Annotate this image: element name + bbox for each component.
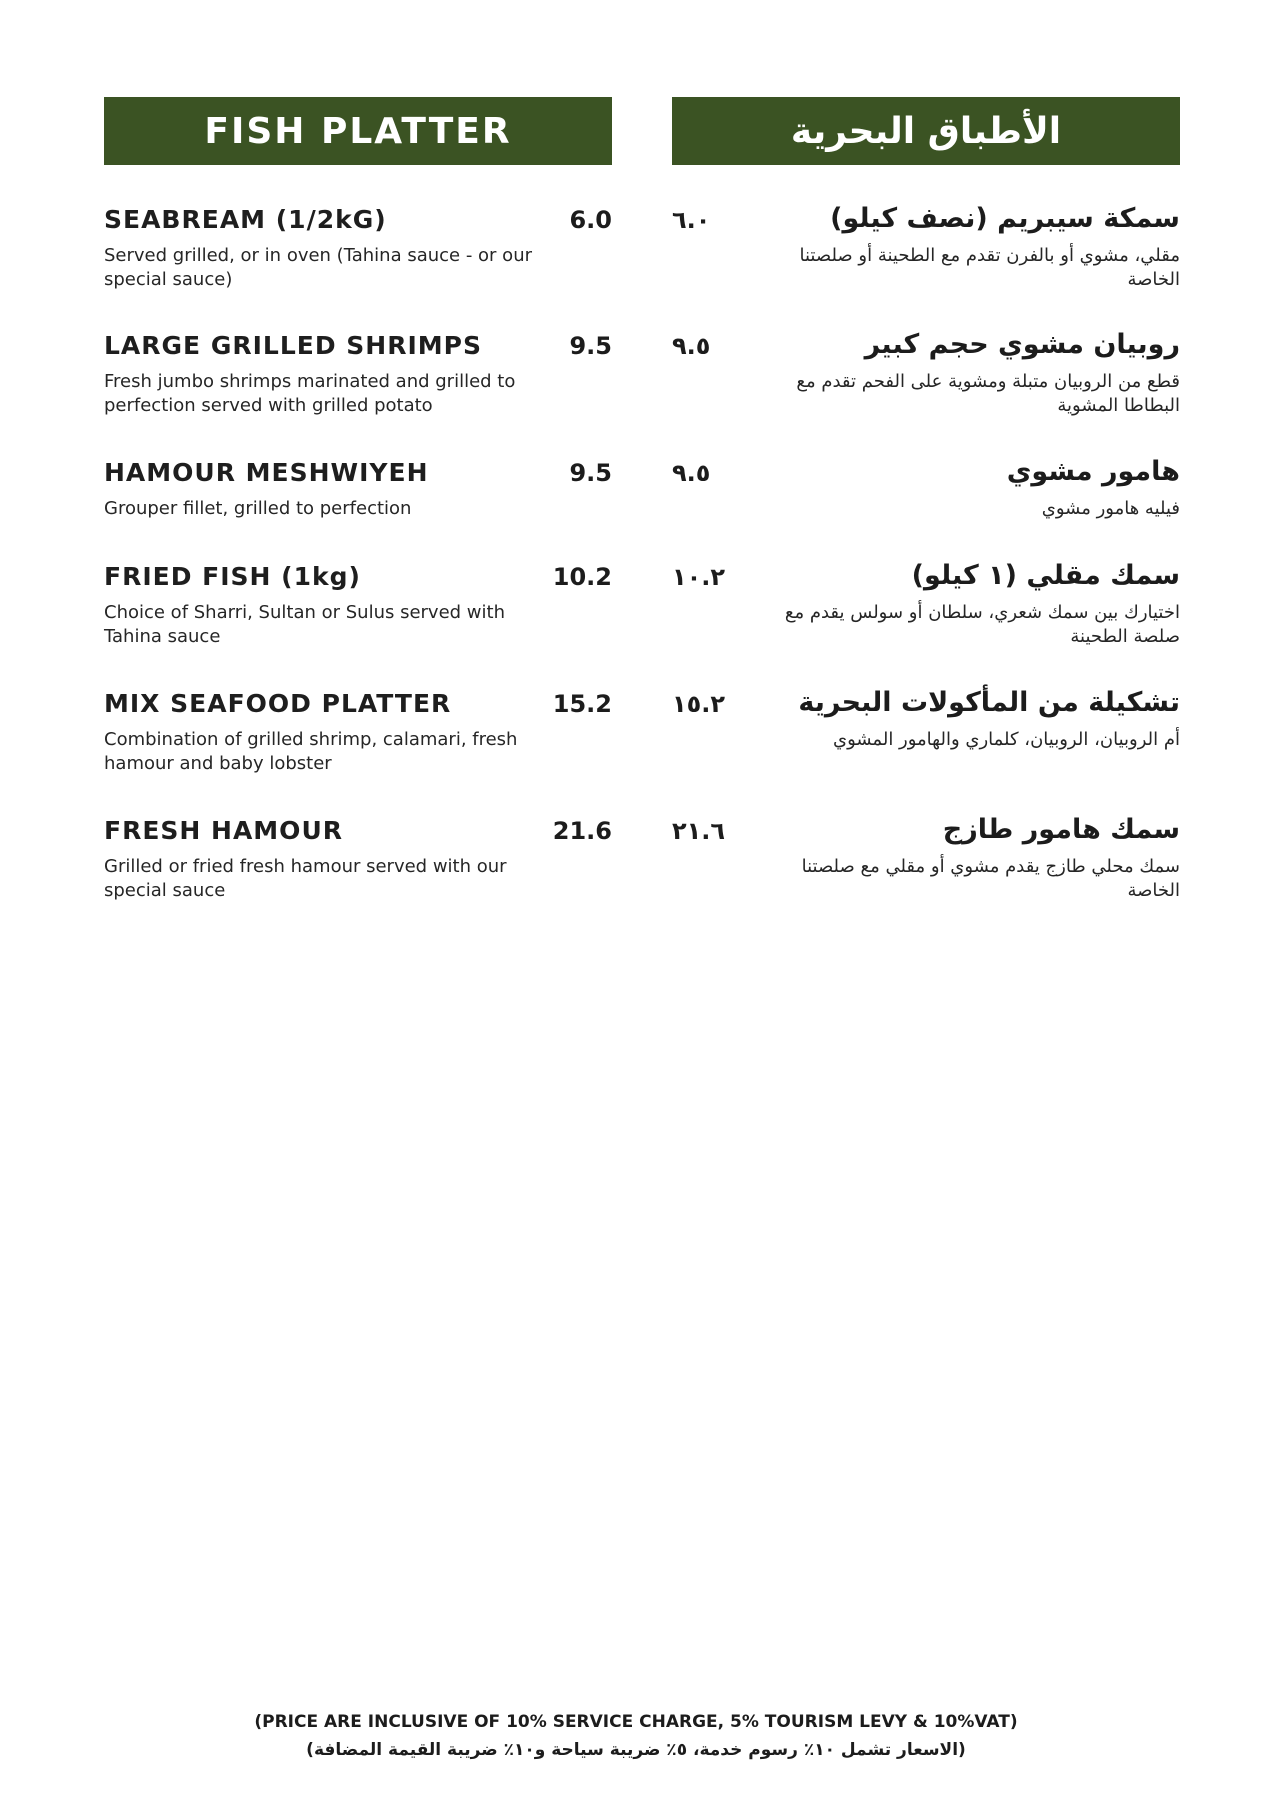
item-price: 9.5 [569, 332, 612, 360]
price-note-english: (PRICE ARE INCLUSIVE OF 10% SERVICE CHARGE, 5% TOURISM LEVY & 10%VAT) [254, 1712, 1018, 1732]
item-arabic-price: ١٥.٢ [672, 690, 726, 718]
item-price: 15.2 [552, 690, 612, 718]
item-price: 10.2 [552, 563, 612, 591]
item-description: Choice of Sharri, Sultan or Sulus served with Tahina sauce [104, 602, 505, 647]
item-arabic-description: مقلي، مشوي أو بالفرن تقدم مع الطحينة أو صلصتنا الخاصة [799, 245, 1180, 290]
item-price: 9.5 [569, 459, 612, 487]
item-arabic-description: قطع من الروبيان متبلة ومشوية على الفحم تقدم مع البطاطا المشوية [796, 371, 1180, 416]
item-arabic-name: تشكيلة من المأكولات البحرية [798, 687, 1180, 718]
item-description: Grilled or fried fresh hamour served with our special sauce [104, 856, 507, 901]
item-price: 6.0 [569, 206, 612, 234]
item-arabic-name: روبيان مشوي حجم كبير [864, 329, 1180, 360]
item-description: Combination of grilled shrimp, calamari, fresh hamour and baby lobster [104, 729, 518, 774]
item-name: MIX SEAFOOD PLATTER [104, 689, 452, 718]
item-arabic-description: اختيارك بين سمك شعري، سلطان أو سولس يقدم مع صلصة الطحينة [784, 602, 1180, 647]
item-description: Grouper fillet, grilled to perfection [104, 498, 412, 519]
item-arabic-name: هامور مشوي [1006, 456, 1180, 487]
item-arabic-price: ١٠.٢ [672, 563, 726, 591]
item-arabic-description: سمك محلي طازج يقدم مشوي أو مقلي مع صلصتنا الخاصة [801, 856, 1180, 901]
item-arabic-price: ٢١.٦ [672, 817, 726, 845]
item-description: Served grilled, or in oven (Tahina sauce - or our special sauce) [104, 245, 533, 290]
item-description: Fresh jumbo shrimps marinated and grilled to perfection served with grilled potato [104, 371, 516, 416]
item-name: LARGE GRILLED SHRIMPS [104, 331, 482, 360]
item-name: FRIED FISH (1kg) [104, 562, 361, 591]
item-arabic-price: ٩.٥ [672, 332, 711, 360]
item-arabic-price: ٩.٥ [672, 459, 711, 487]
item-arabic-name: سمك هامور طازج [942, 814, 1180, 845]
item-arabic-description: فيليه هامور مشوي [1041, 498, 1180, 519]
item-name: HAMOUR MESHWIYEH [104, 458, 429, 487]
item-name: FRESH HAMOUR [104, 816, 343, 845]
item-name: SEABREAM (1/2kG) [104, 205, 387, 234]
item-price: 21.6 [552, 817, 612, 845]
item-arabic-price: ٦.٠ [672, 206, 711, 234]
arabic-section-title: الأطباق البحرية [672, 97, 1180, 165]
item-arabic-description: أم الروبيان، الروبيان، كلماري والهامور المشوي [832, 729, 1180, 750]
item-arabic-name: سمك مقلي (١ كيلو) [911, 560, 1180, 591]
item-arabic-name: سمكة سيبريم (نصف كيلو) [830, 203, 1180, 234]
price-note-arabic: (الاسعار تشمل ١٠٪ رسوم خدمة، ٥٪ ضريبة سياحة و١٠٪ ضريبة القيمة المضافة) [306, 1740, 966, 1760]
english-section-title: FISH PLATTER [104, 97, 612, 165]
